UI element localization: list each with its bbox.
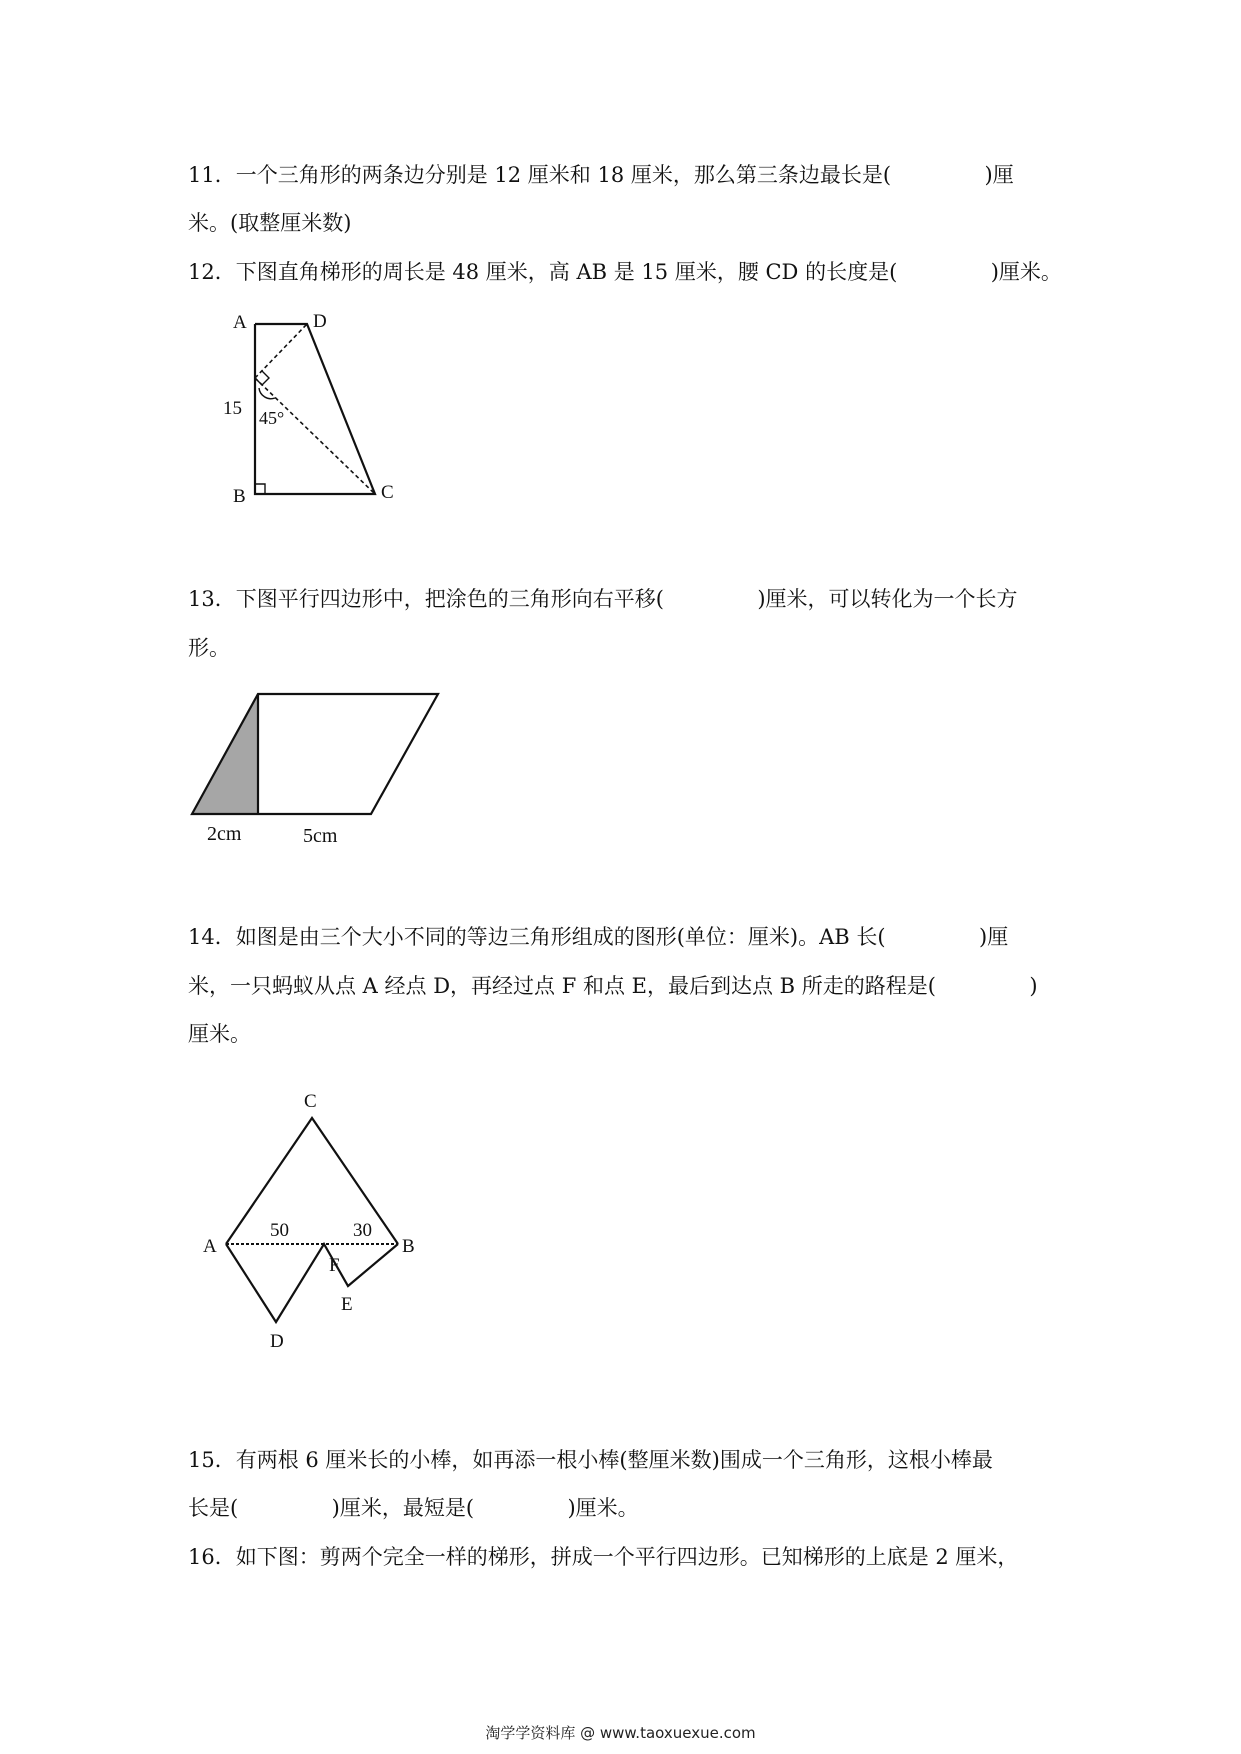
q15-line-1: 15．有两根 6 厘米长的小棒，如再添一根小棒(整厘米数)围成一个三角形，这根小棒最 <box>188 1448 993 1472</box>
q11-line-2: 米。(取整厘米数) <box>188 211 352 235</box>
q13-label-5cm: 5cm <box>303 825 338 847</box>
q13-line-1: 13．下图平行四边形中，把涂色的三角形向右平移( )厘米，可以转化为一个长方 <box>188 587 1018 611</box>
q14-line-1: 14．如图是由三个大小不同的等边三角形组成的图形(单位：厘米)。AB 长( )厘 <box>188 925 1009 949</box>
q14-label-30: 30 <box>353 1220 372 1241</box>
footer-watermark: 淘学学资料库 @ www.taoxuexue.com <box>485 1724 756 1742</box>
q14-label-f: F <box>329 1255 340 1276</box>
q12-label-a: A <box>233 312 247 333</box>
q14-label-a: A <box>203 1236 217 1257</box>
q11-line-1: 11．一个三角形的两条边分别是 12 厘米和 18 厘米，那么第三条边最长是( )厘 <box>188 163 1014 187</box>
q12-label-d: D <box>313 311 327 332</box>
q14-line-3: 厘米。 <box>188 1022 251 1046</box>
q14-line-2: 米，一只蚂蚁从点 A 经点 D，再经过点 F 和点 E，最后到达点 B 所走的路程是( ) <box>188 974 1038 998</box>
q14-label-b: B <box>402 1236 415 1257</box>
q12-line-1: 12．下图直角梯形的周长是 48 厘米，高 AB 是 15 厘米，腰 CD 的长度是( )厘米。 <box>188 260 1062 284</box>
q14-label-d: D <box>270 1331 284 1352</box>
q15-line-2: 长是( )厘米，最短是( )厘米。 <box>188 1496 639 1520</box>
q12-label-height: 15 <box>223 398 242 419</box>
q12-label-c: C <box>381 482 394 503</box>
q13-parallelogram-figure <box>185 685 455 855</box>
q14-label-e: E <box>341 1294 353 1315</box>
q12-label-b: B <box>233 486 246 507</box>
q13-line-2: 形。 <box>188 636 230 660</box>
q13-label-2cm: 2cm <box>207 823 242 845</box>
q14-triangles-figure <box>190 1068 450 1368</box>
q14-label-50: 50 <box>270 1220 289 1241</box>
q12-trapezoid-figure <box>210 305 410 515</box>
q12-label-angle: 45° <box>259 408 285 428</box>
q14-label-c: C <box>304 1091 317 1112</box>
q16-line-1: 16．如下图：剪两个完全一样的梯形，拼成一个平行四边形。已知梯形的上底是 2 厘米， <box>188 1545 1019 1569</box>
